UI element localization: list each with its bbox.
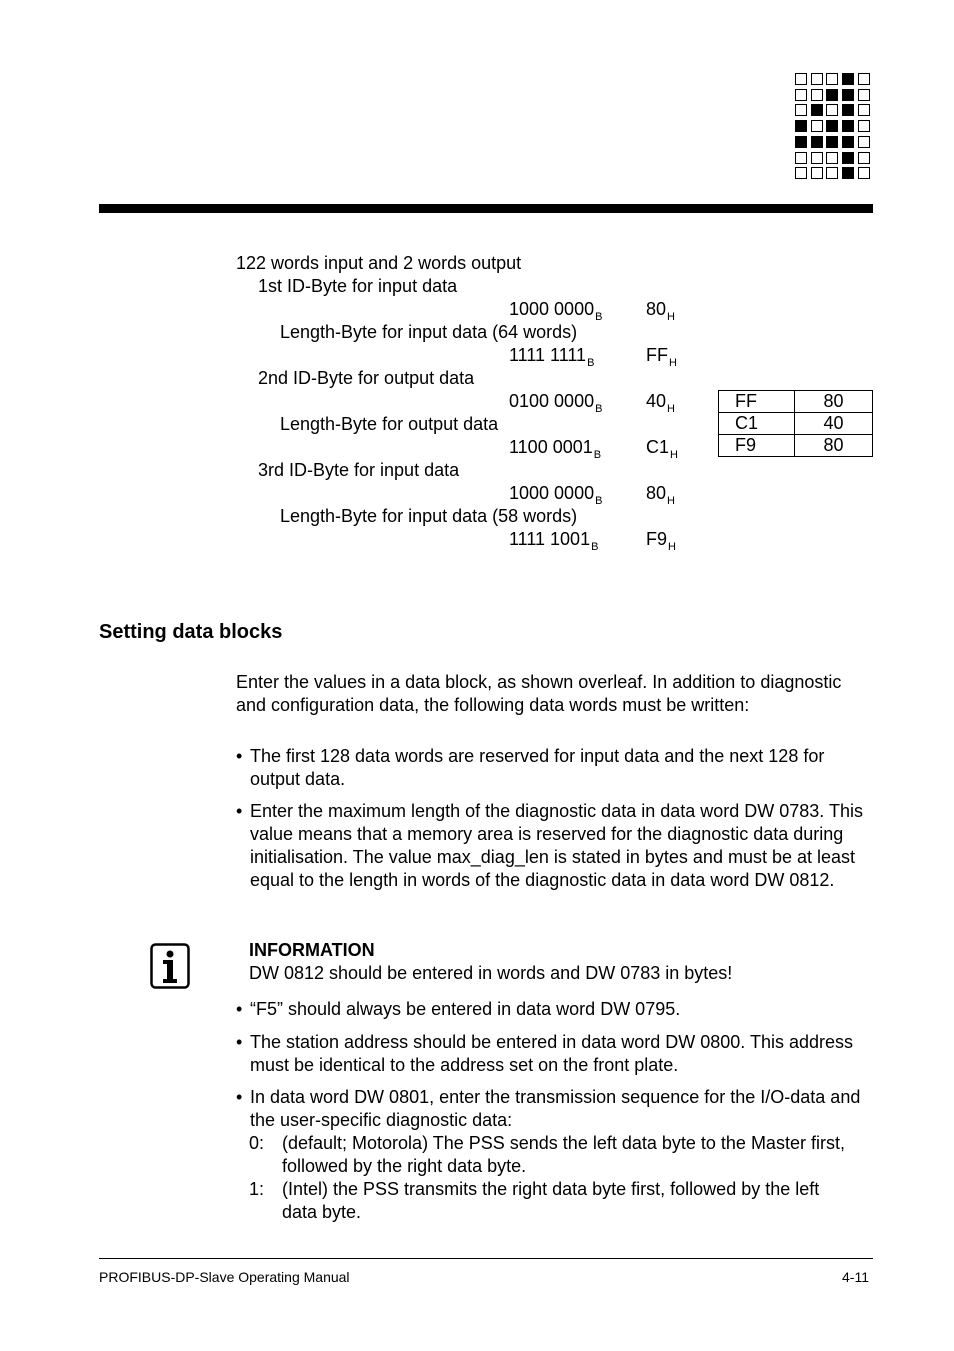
logo-square (858, 136, 870, 148)
logo-square (795, 104, 807, 116)
config-hex-1: $80_H$ (646, 299, 675, 323)
config-bin-6: 1111 $1001_B$ (509, 529, 599, 553)
logo-square (842, 73, 854, 85)
logo-square (826, 73, 838, 85)
config-hex-4: $C1_H$ (646, 437, 678, 461)
table-cell: C1 (719, 413, 795, 435)
config-label-3: 2nd ID-Byte for output data (258, 368, 475, 388)
config-hex-3: $40_H$ (646, 391, 675, 415)
config-bin-4: 1100 $0001_B$ (509, 437, 602, 461)
table-row (719, 435, 873, 457)
table-cell: 80 (795, 391, 873, 413)
config-label-1: 1st ID-Byte for input data (258, 276, 458, 296)
logo-square (795, 167, 807, 179)
company-logo (795, 73, 873, 183)
config-label-5: 3rd ID-Byte for input data (258, 460, 460, 480)
logo-square (811, 104, 823, 116)
logo-square (795, 152, 807, 164)
list-item-text: In data word DW 0801, enter the transmission sequence for the I/O-data and the user-specific diagnostic data: (250, 1087, 861, 1130)
logo-square (842, 104, 854, 116)
footer-rule (99, 1258, 873, 1259)
sequence-text: (Intel) the PSS transmits the right data byte first, followed by the left data byte. (282, 1179, 820, 1222)
logo-square (795, 73, 807, 85)
logo-square (858, 89, 870, 101)
bullet-marker: • (236, 1087, 243, 1107)
logo-square (826, 167, 838, 179)
section-title: Setting data blocks (99, 621, 283, 643)
list-item-text: The first 128 data words are reserved for input data and the next 128 for output data. (250, 746, 825, 789)
bullet-marker: • (236, 1032, 243, 1052)
page-number: 4-11 (842, 1269, 869, 1285)
logo-square (842, 89, 854, 101)
config-bin-2: 1111 $1111_B$ (509, 345, 595, 369)
list-item-text: Enter the maximum length of the diagnostic data in data word DW 0783. This value means that a memory area is reserved for the diagnostic data during initialisation. The value max_diag_len is stated in bytes and must be at least equal to the length in words of the diagnostic data in data word DW 0812. (250, 801, 863, 890)
config-hex-5: $80_H$ (646, 483, 675, 507)
list-item (236, 1086, 876, 1132)
logo-square (795, 136, 807, 148)
header-rule (99, 204, 873, 213)
config-hex-6: $F9_H$ (646, 529, 676, 553)
logo-square (842, 167, 854, 179)
logo-square (826, 120, 838, 132)
logo-square (826, 104, 838, 116)
table-row (719, 391, 873, 413)
config-bin-1: 1000 $0000_B$ (509, 299, 603, 323)
intro-paragraph: Enter the values in a data block, as shown overleaf. In addition to diagnostic and configuration data, the following data words must be written: (236, 672, 842, 715)
logo-square (858, 73, 870, 85)
logo-square (811, 167, 823, 179)
logo-square (811, 89, 823, 101)
information-icon (150, 943, 190, 989)
config-bin-5: 1000 $0000_B$ (509, 483, 603, 507)
logo-square (842, 136, 854, 148)
logo-square (811, 136, 823, 148)
list-item (236, 745, 876, 791)
sequence-option (249, 1178, 849, 1224)
logo-square (858, 104, 870, 116)
config-heading: 122 words input and 2 words output (236, 253, 522, 273)
table-cell: 80 (795, 435, 873, 457)
table-row (719, 413, 873, 435)
logo-square (826, 136, 838, 148)
config-label-2: Length-Byte for input data (64 words) (280, 322, 578, 342)
sequence-text: (default; Motorola) The PSS sends the left data byte to the Master first, followed by the right data byte. (282, 1133, 845, 1176)
list-item (236, 998, 876, 1021)
logo-square (842, 120, 854, 132)
logo-square (858, 152, 870, 164)
list-item-text: “F5” should always be entered in data word DW 0795. (250, 999, 681, 1019)
list-item (236, 1031, 876, 1077)
bullet-marker: • (236, 801, 243, 821)
config-label-6: Length-Byte for input data (58 words) (280, 506, 578, 526)
bullet-marker: • (236, 999, 243, 1019)
table-cell: 40 (795, 413, 873, 435)
sequence-option (249, 1132, 849, 1178)
table-cell: FF (719, 391, 795, 413)
logo-square (842, 152, 854, 164)
sequence-number: 0: (249, 1133, 265, 1153)
id-byte-table (718, 390, 873, 457)
logo-square (826, 152, 838, 164)
information-title: INFORMATION (249, 940, 375, 960)
sequence-number: 1: (249, 1179, 265, 1199)
logo-square (811, 152, 823, 164)
list-item (236, 800, 876, 892)
footer-title: PROFIBUS-DP-Slave Operating Manual (99, 1269, 350, 1285)
bullet-marker: • (236, 746, 243, 766)
table-cell: F9 (719, 435, 795, 457)
list-item-text: The station address should be entered in data word DW 0800. This address must be identical to the address set on the front plate. (250, 1032, 854, 1075)
information-text: DW 0812 should be entered in words and DW 0783 in bytes! (249, 963, 733, 983)
logo-square (858, 120, 870, 132)
logo-square (811, 120, 823, 132)
config-bin-3: 0100 $0000_B$ (509, 391, 603, 415)
logo-square (795, 120, 807, 132)
config-label-4: Length-Byte for output data (280, 414, 499, 434)
logo-square (795, 89, 807, 101)
logo-square (858, 167, 870, 179)
logo-square (811, 73, 823, 85)
config-hex-2: $FF_H$ (646, 345, 677, 369)
logo-square (826, 89, 838, 101)
